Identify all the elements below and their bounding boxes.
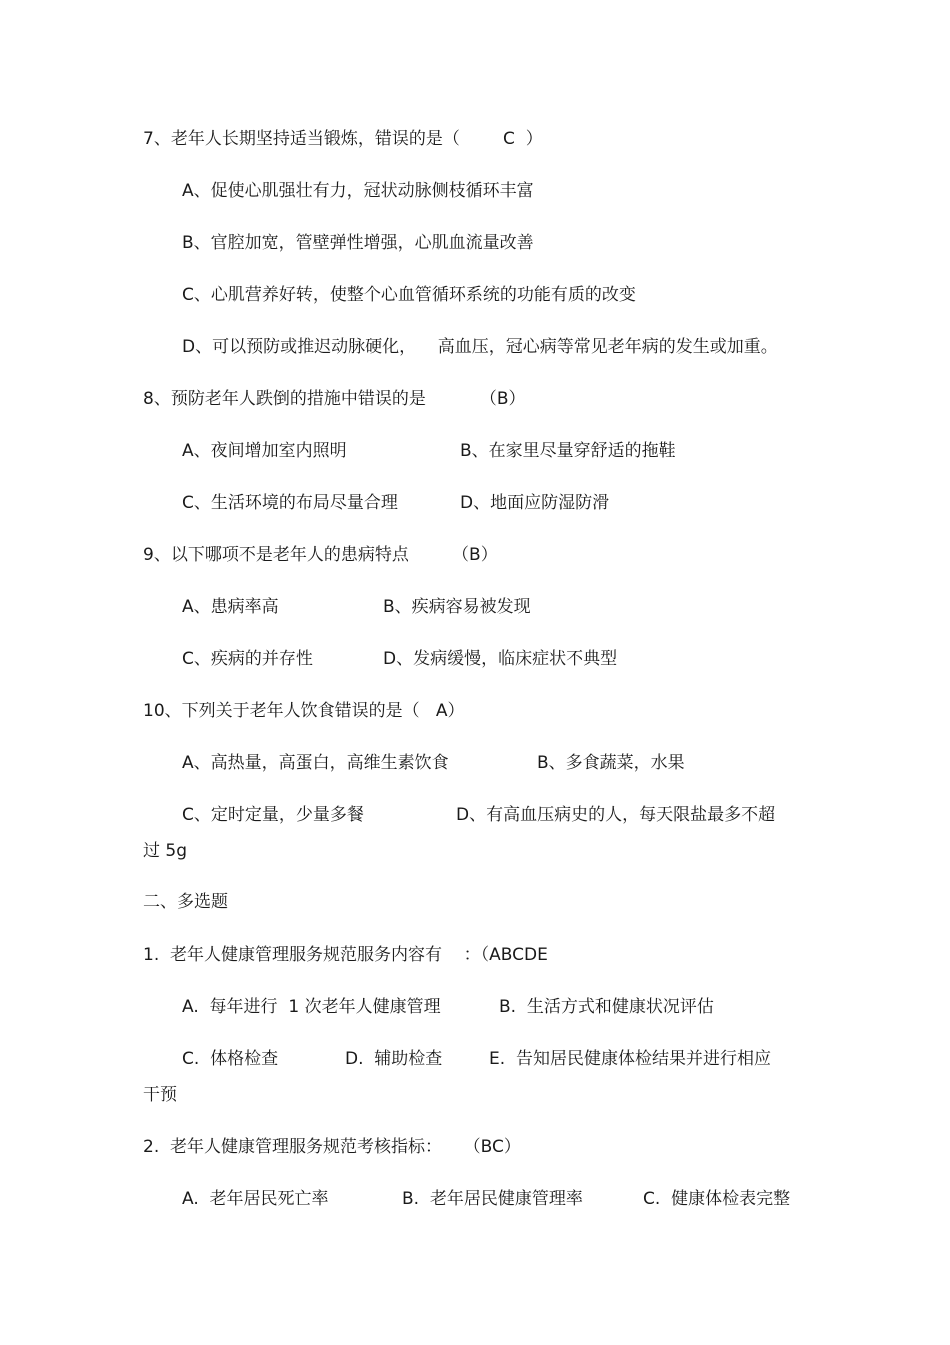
mc-question-1: 1. 老年人健康管理服务规范服务内容有 ：（ABCDE [143,945,548,965]
mc-question-2: 2. 老年人健康管理服务规范考核指标： （BC） [143,1137,521,1157]
q10-option-d-continued: 过 5g [143,841,188,861]
mc1-option-b: B. 生活方式和健康状况评估 [499,997,714,1017]
q10-option-c: C、定时定量，少量多餐 [182,805,364,825]
q9-option-b: B、疾病容易被发现 [383,597,531,617]
mc1-option-d: D. 辅助检查 [345,1049,443,1069]
question-10: 10、下列关于老年人饮食错误的是（ A） [143,701,465,721]
question-7: 7、老年人长期坚持适当锻炼，错误的是（ C ） [143,129,543,149]
section-heading-multiple-choice: 二、多选题 [143,892,228,912]
q10-option-b: B、多食蔬菜，水果 [537,753,685,773]
q8-option-d: D、地面应防湿防滑 [460,493,610,513]
question-9: 9、以下哪项不是老年人的患病特点 （B） [143,545,498,565]
mc2-option-b: B. 老年居民健康管理率 [402,1189,583,1209]
q8-option-b: B、在家里尽量穿舒适的拖鞋 [460,441,676,461]
mc1-option-e-continued: 干预 [143,1085,177,1105]
q8-option-c: C、生活环境的布局尽量合理 [182,493,398,513]
q7-option-a: A、促使心肌强壮有力，冠状动脉侧枝循环丰富 [182,181,534,201]
question-8: 8、预防老年人跌倒的措施中错误的是 （B） [143,389,526,409]
mc1-option-a: A. 每年进行 1 次老年人健康管理 [182,997,441,1017]
q9-option-a: A、患病率高 [182,597,279,617]
mc2-option-a: A. 老年居民死亡率 [182,1189,329,1209]
mc1-option-e: E. 告知居民健康体检结果并进行相应 [489,1049,771,1069]
mc1-option-c: C. 体格检查 [182,1049,279,1069]
mc2-option-c: C. 健康体检表完整 [643,1189,791,1209]
q7-option-b: B、官腔加宽，管壁弹性增强，心肌血流量改善 [182,233,534,253]
q9-option-d: D、发病缓慢，临床症状不典型 [383,649,618,669]
q7-option-c: C、心肌营养好转，使整个心血管循环系统的功能有质的改变 [182,285,636,305]
q7-option-d: D、可以预防或推迟动脉硬化， 高血压，冠心病等常见老年病的发生或加重。 [182,337,778,357]
q10-option-d: D、有高血压病史的人，每天限盐最多不超 [456,805,776,825]
q10-option-a: A、高热量，高蛋白，高维生素饮食 [182,753,449,773]
q9-option-c: C、疾病的并存性 [182,649,313,669]
q8-option-a: A、夜间增加室内照明 [182,441,347,461]
